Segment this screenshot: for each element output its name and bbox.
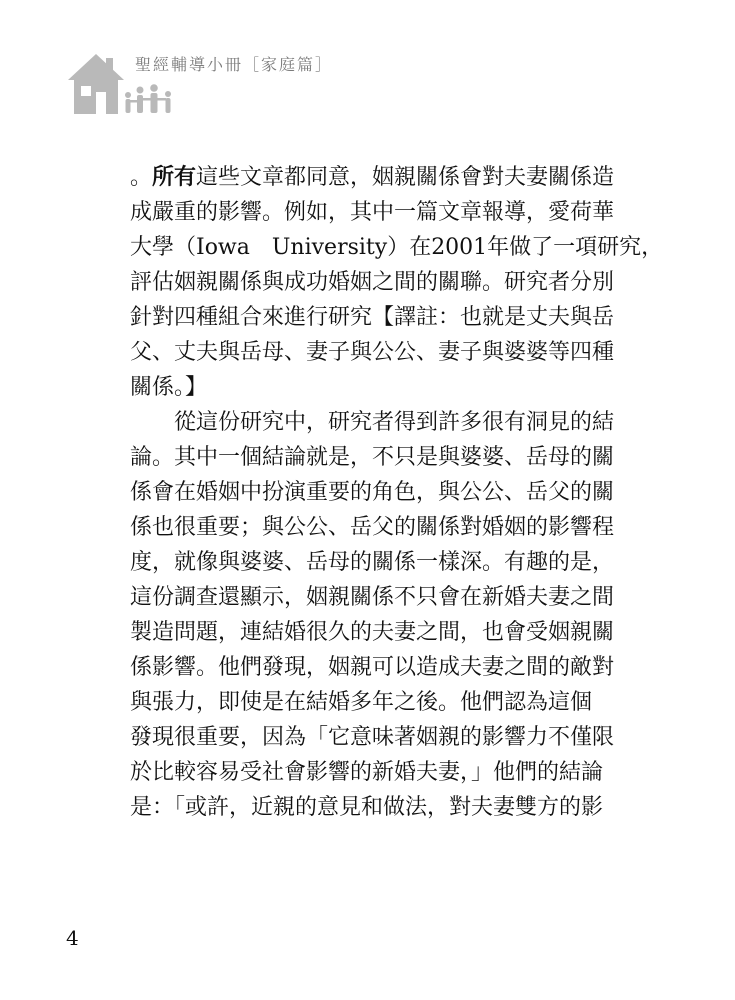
paragraph-2 bbox=[130, 405, 620, 825]
text-line: 評估姻親關係與成功婚姻之間的關聯。研究者分別 bbox=[130, 270, 615, 295]
running-header-title: 聖經輔導小冊［家庭篇］ bbox=[135, 55, 334, 74]
text-line: 成嚴重的影響。例如，其中一篇文章報導，愛荷華 bbox=[130, 200, 615, 225]
text-line: 關係。】 bbox=[130, 375, 208, 400]
text-run: 。 bbox=[130, 165, 153, 190]
text-line: 這份調查還顯示，姻親關係不只會在新婚夫妻之間 bbox=[130, 585, 615, 610]
text-line: 度，就像與婆婆、岳母的關係一樣深。有趣的是， bbox=[130, 550, 615, 575]
text-line: 針對四種組合來進行研究【譯註：也就是丈夫與岳 bbox=[130, 305, 615, 330]
text-line: 製造問題，連結婚很久的夫妻之間，也會受姻親關 bbox=[130, 620, 615, 645]
paragraph-1 bbox=[130, 160, 664, 405]
text-line: 從這份研究中，研究者得到許多很有洞見的結 bbox=[174, 410, 615, 435]
text-run: 這些文章都同意，姻親關係會對夫妻關係造 bbox=[196, 165, 615, 190]
text-line: 係影響。他們發現，姻親可以造成夫妻之間的敵對 bbox=[130, 655, 615, 680]
text-line: 於比較容易受社會影響的新婚夫妻，」他們的結論 bbox=[130, 760, 604, 785]
bold-text: 所有 bbox=[152, 164, 197, 190]
text-line bbox=[130, 160, 620, 195]
text-line: 大學（Iowa University）在2001年做了一項研究， bbox=[130, 235, 664, 260]
text-line: 父、丈夫與岳母、妻子與公公、妻子與婆婆等四種 bbox=[130, 340, 615, 365]
text-line: 發現很重要，因為「它意味著姻親的影響力不僅限 bbox=[130, 725, 615, 750]
text-line: 論。其中一個結論就是，不只是與婆婆、岳母的關 bbox=[130, 445, 615, 470]
text-line: 係會在婚姻中扮演重要的角色，與公公、岳父的關 bbox=[130, 480, 615, 505]
page-number: 4 bbox=[66, 926, 79, 950]
text-line: 係也很重要；與公公、岳父的關係對婚姻的影響程 bbox=[130, 515, 615, 540]
text-line: 是：「或許，近親的意見和做法，對夫妻雙方的影 bbox=[130, 795, 604, 820]
text-line: 與張力，即使是在結婚多年之後。他們認為這個 bbox=[130, 690, 593, 715]
body-text bbox=[130, 160, 664, 825]
